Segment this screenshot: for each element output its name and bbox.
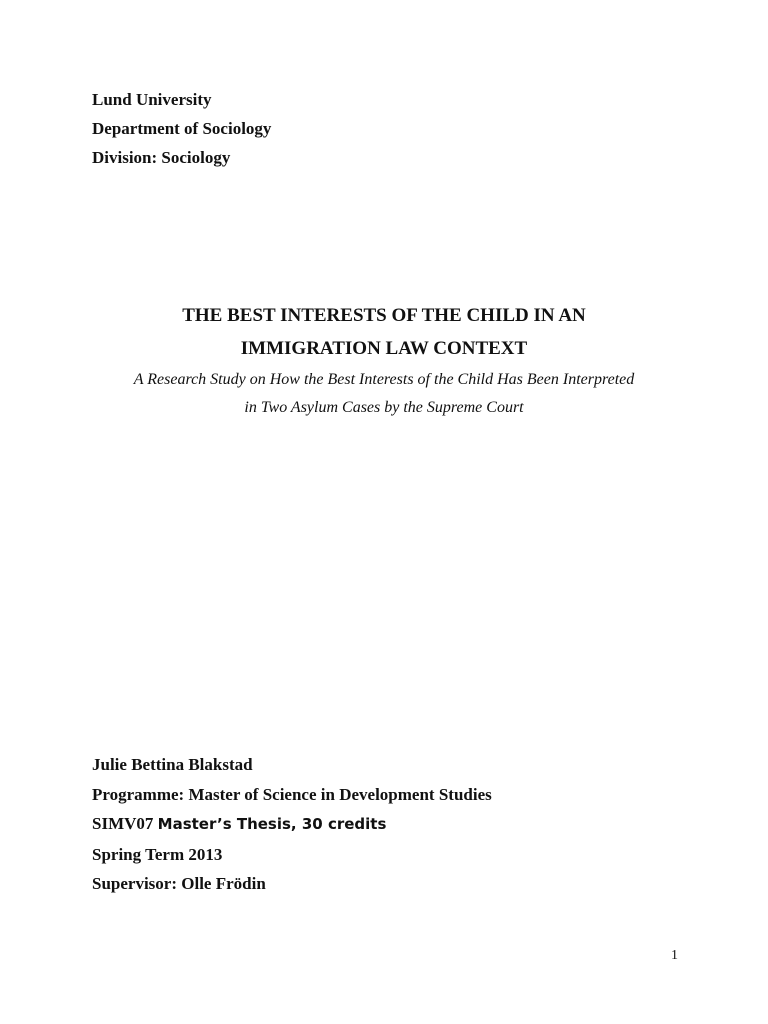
- institution-block: [92, 85, 271, 172]
- author-name: Julie Bettina Blakstad: [92, 755, 253, 774]
- programme: Programme: Master of Science in Development Studies: [92, 784, 492, 804]
- course-description: Master’s Thesis, 30 credits: [157, 815, 387, 833]
- author-info-block: [92, 750, 492, 899]
- title-line-2: IMMIGRATION LAW CONTEXT: [240, 338, 528, 359]
- subtitle-line-2: in Two Asylum Cases by the Supreme Court: [244, 399, 524, 416]
- supervisor: Supervisor: Olle Frödin: [92, 874, 266, 893]
- department-name: Department of Sociology: [92, 119, 272, 138]
- title-line-1: THE BEST INTERESTS OF THE CHILD IN AN: [182, 305, 586, 326]
- page-number: 1: [671, 948, 678, 963]
- course-code: SIMV07: [92, 814, 154, 833]
- thesis-subtitle: [0, 366, 768, 422]
- thesis-title: [0, 299, 768, 365]
- course-line: [92, 809, 492, 840]
- subtitle-line-1: A Research Study on How the Best Interests of the Child Has Been Interpreted: [133, 371, 635, 388]
- university-name: Lund University: [92, 90, 212, 109]
- term: Spring Term 2013: [92, 844, 223, 864]
- division-name: Division: Sociology: [92, 148, 231, 167]
